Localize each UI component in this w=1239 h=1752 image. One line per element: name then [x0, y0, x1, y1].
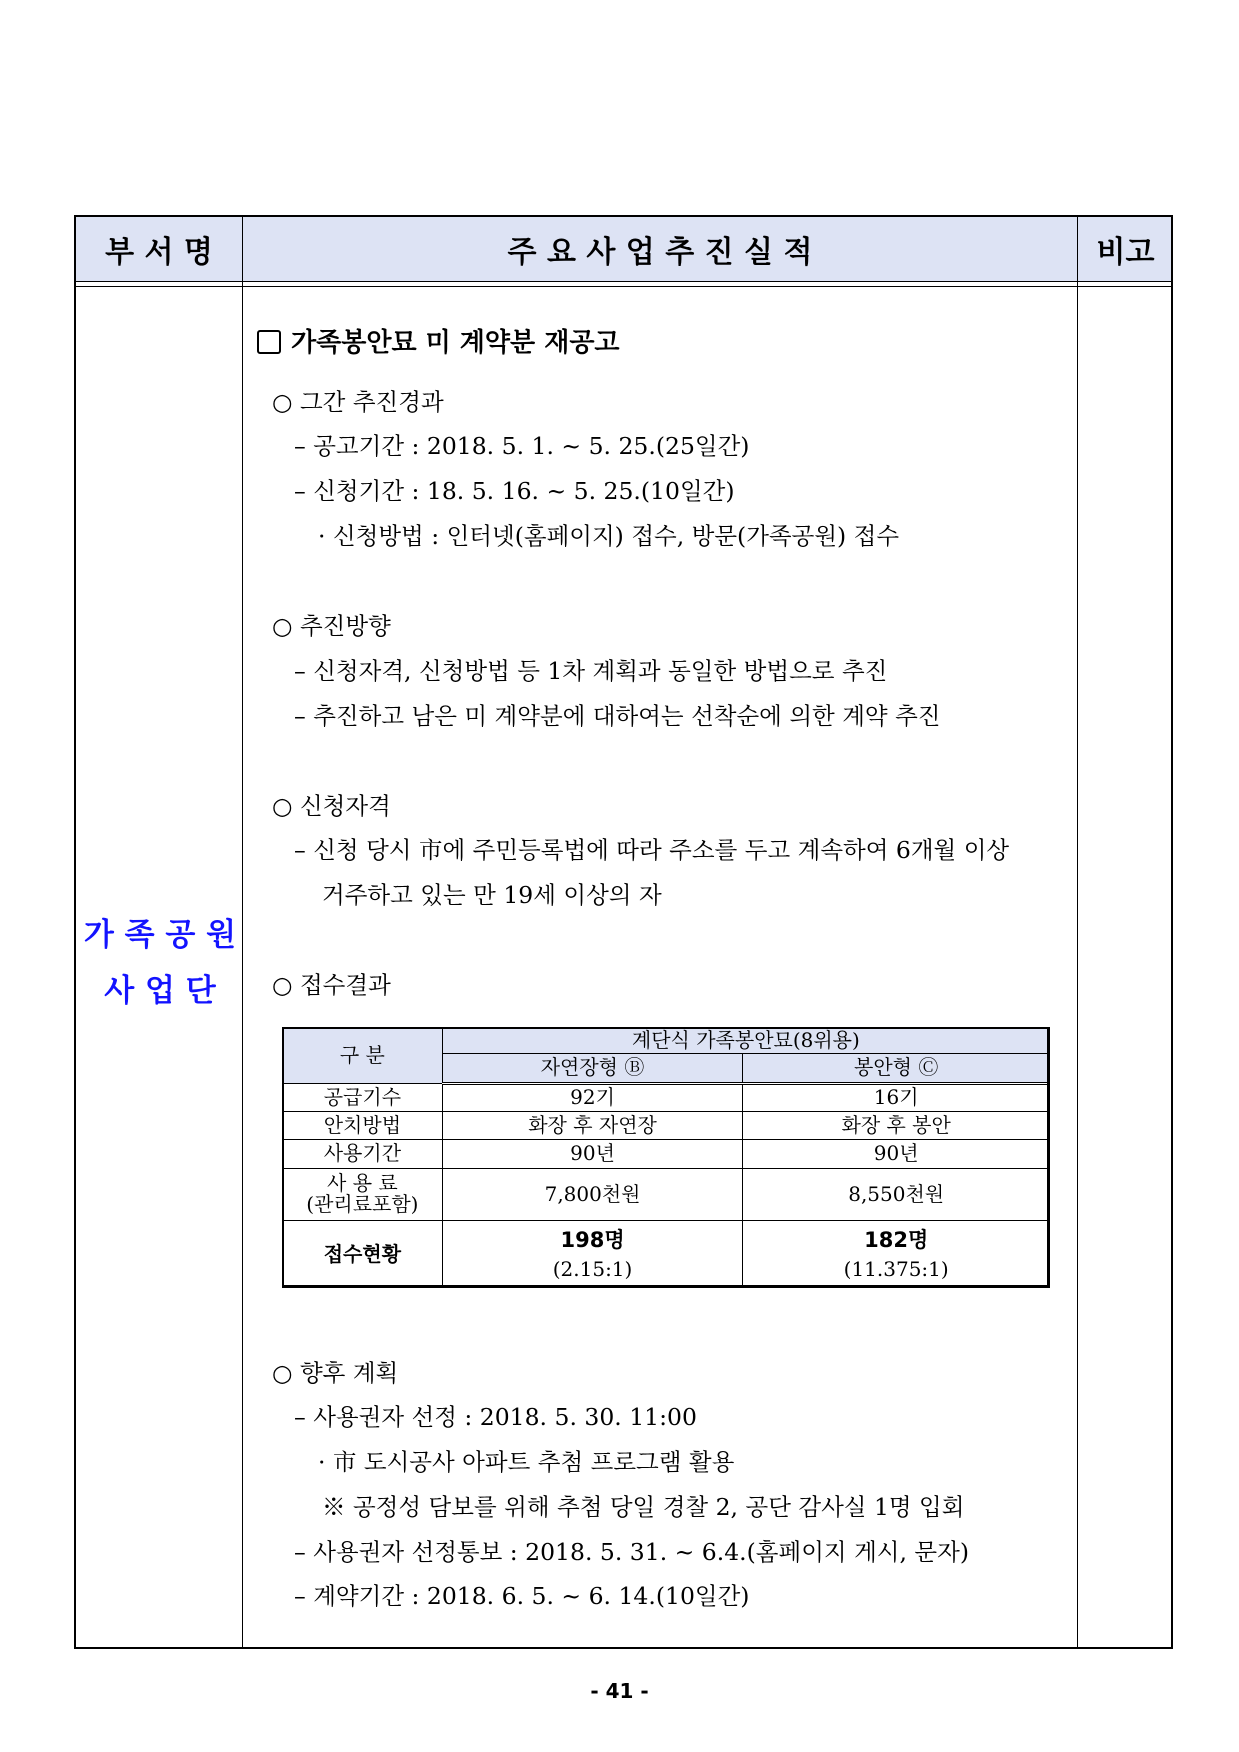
sec2-item-1: – 신청자격, 신청방법 등 1차 계획과 동일한 방법으로 추진: [294, 657, 888, 685]
row-value-b: 7,800천원: [442, 1168, 743, 1221]
row-value-b: 92기: [442, 1083, 743, 1111]
row-label: 사용기간: [283, 1140, 443, 1168]
table-row: [283, 1083, 1050, 1111]
sec1-item-1: – 공고기간 : 2018. 5. 1. ~ 5. 25.(25일간): [294, 432, 750, 460]
sec5-heading: ○ 향후 계획: [272, 1359, 399, 1387]
section-title: [257, 322, 620, 359]
sec2-heading: ○ 추진방향: [272, 612, 391, 640]
sec5-item-2: · 市 도시공사 아파트 추첨 프로그램 활용: [318, 1448, 735, 1476]
table-row-status: [283, 1221, 1050, 1288]
header-note: 비고: [1096, 235, 1155, 270]
sec5-item-3: ※ 공정성 담보를 위해 추첨 당일 경찰 2, 공단 감사실 1명 입회: [322, 1493, 965, 1521]
header-divider: [76, 281, 1171, 287]
status-c-ratio: (11.375:1): [843, 1256, 949, 1281]
sec1-item-3: · 신청방법 : 인터넷(홈페이지) 접수, 방문(가족공원) 접수: [318, 522, 900, 550]
row-label: [283, 1168, 443, 1221]
sec2-item-2: – 추진하고 남은 미 계약분에 대하여는 선착순에 의한 계약 추진: [294, 702, 941, 730]
sec3-item-1: – 신청 당시 市에 주민등록법에 따라 주소를 두고 계속하여 6개월 이상: [294, 836, 1010, 864]
checkbox-square-icon: [257, 330, 281, 354]
row-value-c: 8,550천원: [743, 1168, 1050, 1221]
column-divider-2: [1077, 217, 1078, 1647]
department-name: [76, 907, 244, 1019]
row-value-b: 90년: [442, 1140, 743, 1168]
row-label: 안치방법: [283, 1111, 443, 1139]
header-main: 주 요 사 업 추 진 실 적: [507, 235, 813, 270]
sec5-item-1: – 사용권자 선정 : 2018. 5. 30. 11:00: [294, 1403, 697, 1431]
table-group-header: 계단식 가족봉안묘(8위용): [442, 1028, 1049, 1054]
sec4-heading: ○ 접수결과: [272, 971, 391, 999]
row-value-b: 화장 후 자연장: [442, 1111, 743, 1139]
sec5-item-4: – 사용권자 선정통보 : 2018. 5. 31. ~ 6.4.(홈페이지 게시, 문자): [294, 1538, 969, 1566]
sec1-heading: ○ 그간 추진경과: [272, 388, 444, 416]
header-dept: 부 서 명: [105, 235, 213, 270]
table-row: [283, 1140, 1050, 1168]
department-line1: 가 족 공 원: [83, 917, 237, 953]
status-c-count: 182명: [864, 1227, 929, 1252]
row-value-c: 90년: [743, 1140, 1050, 1168]
status-b-ratio: (2.15:1): [552, 1256, 633, 1281]
section-title-text: 가족봉안묘 미 계약분 재공고: [291, 328, 620, 358]
status-b: [442, 1221, 743, 1288]
row-label-line2: (관리료포함): [306, 1192, 419, 1217]
sec5-item-5: – 계약기간 : 2018. 6. 5. ~ 6. 14.(10일간): [294, 1582, 750, 1610]
row-value-c: 화장 후 봉안: [743, 1111, 1050, 1139]
table-row: [283, 1168, 1050, 1221]
row-value-c: 16기: [743, 1083, 1050, 1111]
status-b-count: 198명: [560, 1227, 625, 1252]
status-label: 접수현황: [283, 1221, 443, 1288]
row-label-line1: 사 용 료: [327, 1171, 398, 1196]
department-line2: 사 업 단: [104, 973, 216, 1009]
table-corner: 구 분: [283, 1028, 443, 1084]
table-row: [283, 1111, 1050, 1139]
sec1-item-2: – 신청기간 : 18. 5. 16. ~ 5. 25.(10일간): [294, 477, 735, 505]
sec3-heading: ○ 신청자격: [272, 792, 391, 820]
status-c: [743, 1221, 1050, 1288]
table-col-c: 봉안형 Ⓒ: [743, 1054, 1050, 1083]
row-label: 공급기수: [283, 1083, 443, 1111]
result-table: [282, 1027, 1050, 1288]
sec3-item-2: 거주하고 있는 만 19세 이상의 자: [322, 881, 662, 909]
table-col-b: 자연장형 Ⓑ: [442, 1054, 743, 1083]
page-number: - 41 -: [590, 1679, 649, 1703]
